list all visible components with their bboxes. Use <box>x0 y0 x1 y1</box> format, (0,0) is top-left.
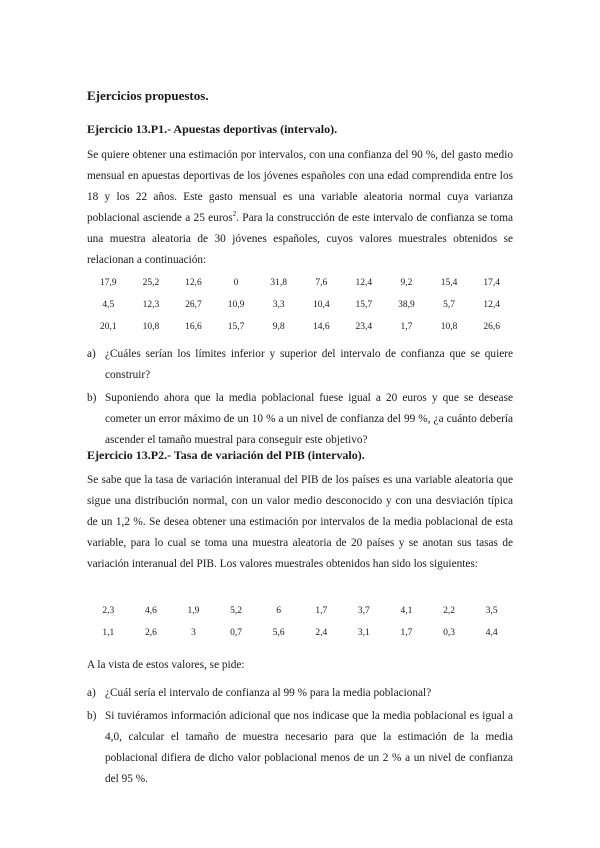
table-cell: 16,6 <box>185 322 202 332</box>
table-row <box>87 316 513 338</box>
exercise1-title: Ejercicio 13.P1.- Apuestas deportivas (intervalo). <box>87 122 338 136</box>
exercise2-questions <box>87 683 513 792</box>
table-cell: 9,2 <box>400 278 413 288</box>
table-cell: 20,1 <box>99 322 117 332</box>
table-cell: 4,6 <box>144 606 157 616</box>
table-row <box>87 294 513 316</box>
list-item <box>87 388 513 451</box>
table-cell: 3,3 <box>272 300 285 310</box>
table-cell: 10,8 <box>440 322 458 332</box>
list-item-text: ¿Cuál sería el intervalo de confianza al 99 % para la media poblacional? <box>105 687 432 699</box>
list-marker: b) <box>87 710 97 722</box>
table-cell: 0,3 <box>443 628 455 638</box>
table-cell: 5,7 <box>443 300 455 310</box>
exercise2-data-table <box>87 600 513 644</box>
table-cell: 15,4 <box>440 278 458 288</box>
table-cell: 0 <box>233 278 239 288</box>
table-cell: 3,1 <box>357 628 370 638</box>
table-cell: 1,7 <box>400 322 413 332</box>
list-item <box>87 344 513 386</box>
exercise1-data-table <box>87 272 513 338</box>
table-row <box>87 272 513 294</box>
table-cell: 14,6 <box>312 322 330 332</box>
section-title: Ejercicios propuestos. <box>87 88 209 103</box>
table-cell: 9,8 <box>272 322 285 332</box>
exercise2-title: Ejercicio 13.P2.- Tasa de variación del PIB (intervalo). <box>87 448 365 462</box>
table-cell: 4,4 <box>485 628 498 638</box>
table-cell: 17,9 <box>99 278 117 288</box>
table-cell: 26,6 <box>483 322 500 332</box>
table-cell: 2,6 <box>144 628 157 638</box>
table-cell: 2,3 <box>102 606 115 616</box>
table-row <box>87 622 513 644</box>
list-item <box>87 706 513 790</box>
exercise1-intro-part2: . Para la construcción de este intervalo de confianza se toma una muestra aleatoria de 30 jóvenes españoles, cuyos valores muestrales obtenidos se relacionan a continuación: <box>87 212 514 266</box>
table-cell: 3,7 <box>357 606 370 616</box>
table-cell: 26,7 <box>185 300 202 310</box>
table-cell: 12,4 <box>355 278 373 288</box>
table-cell: 15,7 <box>355 300 373 310</box>
table-cell: 38,9 <box>398 300 415 310</box>
table-cell: 2,4 <box>315 628 328 638</box>
list-item-text: Suponiendo ahora que la media poblacional fuese igual a 20 euros y que se desease cometer un error máximo de un 10 % a un nivel de confianza del 99 %, ¿a cuánto debería ascender el tamaño muestral para conseguir este objetivo? <box>105 392 513 446</box>
exercise1-intro-part1: Se quiere obtener una estimación por intervalos, con una confianza del 90 %, del gasto medio mensual en apuestas deportivas de los jóvenes españoles con una edad comprendida entre los 18 y los 22 años. Este gasto mensual es una variable aleatoria normal cuya varianza poblacional asciende a 25 euros <box>87 149 513 224</box>
table-cell: 25,2 <box>142 278 160 288</box>
exercise1-questions <box>87 344 513 453</box>
table-cell: 3 <box>191 628 196 638</box>
table-cell: 3,5 <box>485 606 498 616</box>
table-cell: 5,2 <box>230 606 243 616</box>
table-cell: 6 <box>276 606 282 616</box>
table-cell: 10,4 <box>312 300 330 310</box>
exercise1-intro <box>87 145 513 271</box>
table-cell: 12,4 <box>483 300 500 310</box>
table-cell: 7,6 <box>315 278 328 288</box>
table-row <box>87 600 513 622</box>
table-cell: 10,9 <box>227 300 245 310</box>
list-marker: a) <box>87 348 96 360</box>
list-marker: a) <box>87 687 96 699</box>
table-cell: 23,4 <box>355 322 373 332</box>
table-cell: 4,5 <box>102 300 115 310</box>
table-cell: 1,7 <box>400 628 413 638</box>
table-cell: 1,1 <box>102 628 115 638</box>
table-cell: 15,7 <box>227 322 245 332</box>
exercise2-lead: A la vista de estos valores, se pide: <box>87 659 245 671</box>
exercise1-intro-superscript: 2 <box>232 210 237 219</box>
list-item-text: Si tuviéramos información adicional que nos indicase que la media poblacional es igual a 4,0, calcular el tamaño de muestra necesario para que la estimación de la media poblacional difiera de dicho valor poblacional menos de un 2 % a un nivel de confianza del 95 %. <box>105 710 513 785</box>
table-cell: 4,1 <box>400 606 413 616</box>
table-cell: 12,3 <box>142 300 160 310</box>
exercise2-intro: Se sabe que la tasa de variación interanual del PIB de los países es una variable aleatoria que sigue una distribución normal, con un valor medio desconocido y con una desviación típica de un 1,2 %. Se desea obtener una estimación por intervalos de la media poblacional de esta variable, para lo cual se toma una muestra aleatoria de 20 países y se anotan sus tasas de variación interanual del PIB. Los valores muestrales obtenidos han sido los siguientes: <box>87 474 513 570</box>
table-cell: 5,6 <box>272 628 285 638</box>
table-cell: 0,7 <box>230 628 243 638</box>
list-item-text: ¿Cuáles serían los límites inferior y superior del intervalo de confianza que se quiere construir? <box>105 348 513 381</box>
table-cell: 2,2 <box>443 606 455 616</box>
list-item <box>87 683 513 704</box>
table-cell: 1,9 <box>187 606 200 616</box>
table-cell: 31,8 <box>270 278 287 288</box>
table-cell: 12,6 <box>185 278 202 288</box>
table-cell: 1,7 <box>315 606 328 616</box>
table-cell: 10,8 <box>142 322 160 332</box>
list-marker: b) <box>87 392 97 404</box>
table-cell: 17,4 <box>483 278 500 288</box>
